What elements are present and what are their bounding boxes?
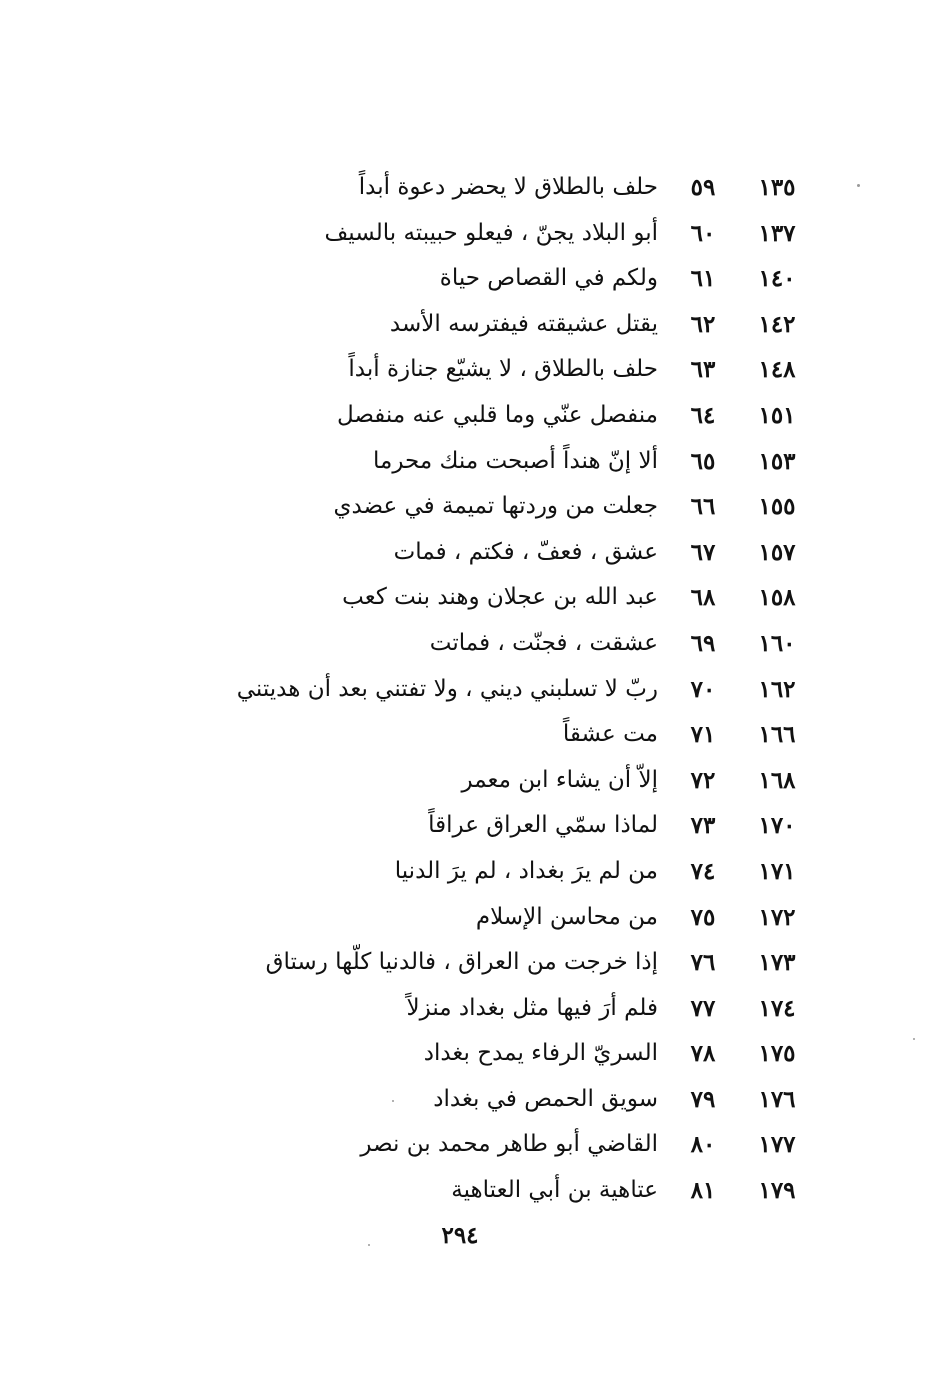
toc-entry-number: ٦٩ [690,629,716,657]
toc-entry-title: عشق ، فعفّ ، فكتم ، فمات [393,538,658,565]
toc-entry-number: ٧٢ [690,766,716,794]
toc-page-number: ١٥١ [758,401,796,429]
toc-entry-number: ٧٣ [690,812,716,840]
toc-page-number: ١٣٥ [758,174,796,201]
toc-row [180,1168,820,1214]
toc-entry-number: ٦٠ [690,219,716,247]
toc-page-number: ١٤٠ [758,265,796,293]
toc-entry-title: ولكم في القصاص حياة [439,265,658,292]
toc-entry-number: ٧١ [690,721,716,749]
toc-entry-title: السريّ الرفاء يمدح بغداد [423,1040,658,1067]
toc-entry-title: عشقت ، فجنّت ، فماتت [429,629,658,656]
scan-speck [857,184,860,187]
toc-row [180,758,820,804]
toc-entry-title: مت عشقاً [562,721,658,748]
toc-entry-number: ٧٧ [690,994,716,1022]
toc-row [180,1031,820,1077]
toc-page-number: ١٥٧ [758,538,796,566]
toc-entry-title: يقتل عشيقته فيفترسه الأسد [389,310,658,337]
toc-entry-number: ٥٩ [690,174,716,201]
toc-entry-number: ٧٥ [690,903,716,931]
toc-page-number: ١٧٠ [758,812,796,840]
toc-row [180,1077,820,1123]
toc-page-number: ١٦٨ [758,766,796,794]
toc-entry-number: ٦٧ [690,538,716,566]
toc-entry-number: ٦٨ [690,584,716,612]
toc-entry-title: جعلت من وردتها تميمة في عضدي [333,493,658,520]
toc-page-number: ١٦٠ [758,629,796,657]
toc-entry-number: ٨١ [690,1177,716,1205]
toc-entry-title: أبو البلاد يجنّ ، فيعلو حبيبته بالسيف [324,219,658,246]
table-of-contents [180,165,820,1214]
toc-page-number: ١٣٧ [758,219,796,247]
toc-entry-title: إذا خرجت من العراق ، فالدنيا كلّها رستاق [265,949,658,976]
toc-entry-number: ٦٢ [690,310,716,338]
toc-entry-title: من محاسن الإسلام [475,903,658,930]
toc-row [180,256,820,302]
toc-row [180,165,820,211]
toc-row [180,621,820,667]
toc-entry-number: ٦٤ [690,401,716,429]
toc-row [180,1122,820,1168]
toc-row [180,439,820,485]
toc-entry-number: ٧٨ [690,1040,716,1068]
toc-entry-number: ٨٠ [690,1131,716,1159]
toc-row [180,530,820,576]
toc-entry-title: فلم أرَ فيها مثل بغداد منزلاً [406,994,658,1021]
toc-entry-title: لماذا سمّي العراق عراقاً [428,812,658,839]
toc-entry-number: ٧٤ [690,857,716,885]
toc-page-number: ١٧٧ [758,1131,796,1159]
toc-entry-number: ٧٠ [690,675,716,703]
toc-row [180,895,820,941]
toc-page-number: ١٤٢ [758,310,796,338]
toc-page-number: ١٧٤ [758,994,796,1022]
toc-row [180,393,820,439]
toc-entry-number: ٧٦ [690,949,716,977]
toc-entry-title: سويق الحمص في بغداد [433,1085,658,1112]
toc-page-number: ١٧١ [758,857,796,885]
toc-page-number: ١٦٢ [758,675,796,703]
toc-row [180,712,820,758]
page-number: ٢٩٤ [441,1222,479,1249]
toc-page-number: ١٧٣ [758,949,796,977]
toc-page-number: ١٧٩ [758,1177,796,1205]
toc-entry-number: ٦٣ [690,356,716,384]
toc-page-number: ١٥٥ [758,493,796,521]
toc-page-number: ١٧٢ [758,903,796,931]
toc-row [180,347,820,393]
toc-row [180,803,820,849]
toc-page-number: ١٥٣ [758,447,796,475]
toc-page-number: ١٦٦ [758,721,796,749]
toc-entry-title: ألا إنّ هنداً أصبحت منك محرما [373,447,658,474]
toc-entry-title: ربّ لا تسلبني ديني ، ولا تفتني بعد أن هديتني [236,675,658,702]
scan-speck [368,1244,370,1246]
toc-row [180,849,820,895]
toc-row [180,302,820,348]
toc-row [180,575,820,621]
toc-entry-title: حلف بالطلاق لا يحضر دعوة أبداً [358,174,658,200]
toc-entry-title: من لم يرَ بغداد ، لم يرَ الدنيا [394,857,658,884]
toc-entry-title: منفصل عنّي وما قلبي عنه منفصل [336,401,658,428]
toc-entry-title: القاضي أبو طاهر محمد بن نصر [360,1131,658,1158]
scan-speck [913,1038,915,1040]
toc-row [180,211,820,257]
toc-page-number: ١٤٨ [758,356,796,384]
toc-entry-number: ٦٥ [690,447,716,475]
toc-row [180,940,820,986]
toc-entry-title: عبد الله بن عجلان وهند بنت كعب [342,584,658,611]
toc-row [180,986,820,1032]
toc-entry-number: ٦١ [690,265,716,293]
toc-entry-title: حلف بالطلاق ، لا يشيّع جنازة أبداً [348,356,658,383]
toc-row [180,484,820,530]
toc-entry-title: إلاّ أن يشاء ابن معمر [461,766,658,793]
toc-row [180,667,820,713]
toc-page-number: ١٥٨ [758,584,796,612]
toc-page-number: ١٧٥ [758,1040,796,1068]
toc-entry-number: ٦٦ [690,493,716,521]
toc-entry-number: ٧٩ [690,1085,716,1113]
toc-entry-title: عتاهية بن أبي العتاهية [451,1177,658,1204]
toc-page-number: ١٧٦ [758,1085,796,1113]
